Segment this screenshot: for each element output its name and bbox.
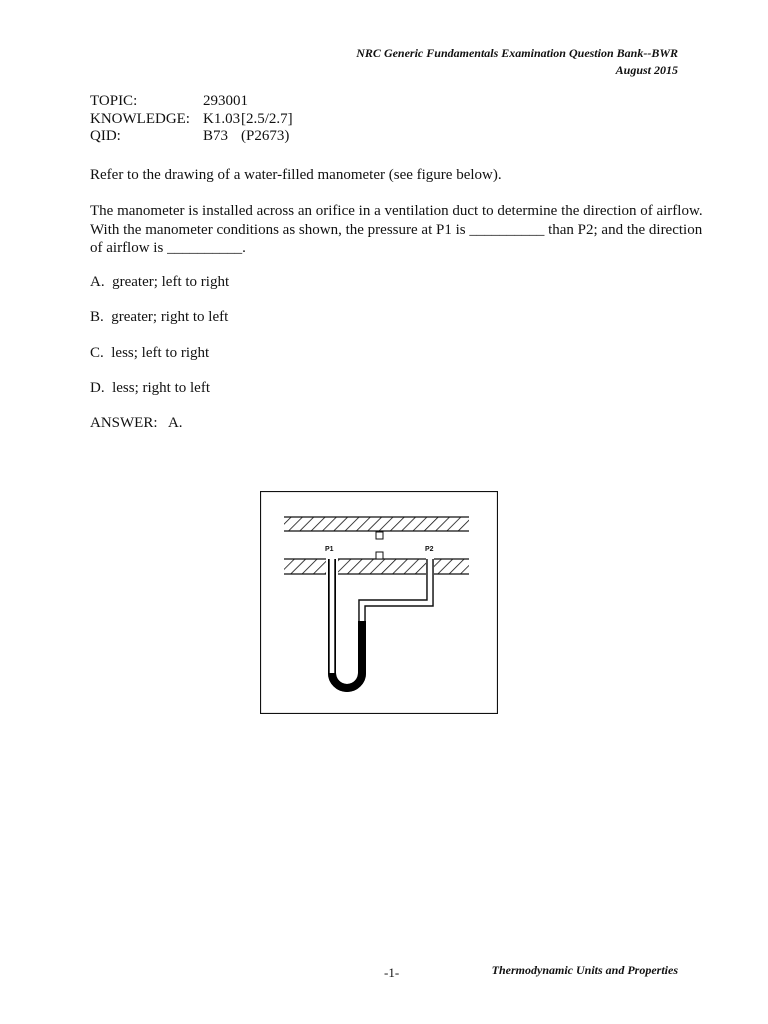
topic-label: TOPIC:	[90, 93, 138, 109]
option-text: less; left to right	[111, 345, 210, 361]
topic-value: 293001	[203, 93, 248, 109]
question-stem: The manometer is installed across an orifice in a ventilation duct to determine the direction of airflow. With the manometer conditions as shown, the pressure at P1 is __________ than P2; and the direction of airflow is __________.	[90, 203, 703, 256]
option-text: greater; right to left	[111, 309, 229, 325]
footer-section: Thermodynamic Units and Properties	[491, 963, 678, 977]
option-a	[90, 273, 229, 291]
page-number: -1-	[384, 965, 400, 980]
option-text: less; right to left	[112, 380, 210, 396]
option-d	[90, 379, 210, 397]
answer-label: ANSWER:	[90, 415, 158, 431]
orifice-plate-top	[376, 532, 383, 539]
orifice-plate-bottom	[376, 552, 383, 559]
qid-value: B73	[203, 128, 229, 144]
knowledge-label: KNOWLEDGE:	[90, 110, 190, 127]
duct-top-wall	[284, 517, 469, 531]
answer-line	[90, 415, 183, 432]
option-text: greater; left to right	[112, 274, 230, 290]
qid-ref: (P2673)	[241, 128, 290, 144]
option-letter: B.	[90, 309, 104, 325]
qid-row	[90, 128, 293, 146]
duct-bottom-wall	[284, 559, 469, 575]
answer-value: A.	[167, 415, 183, 431]
option-letter: C.	[90, 345, 104, 361]
manometer-diagram	[260, 491, 498, 714]
option-c	[90, 344, 209, 362]
p1-label: P1	[325, 546, 334, 553]
knowledge-rating: [2.5/2.7]	[241, 110, 293, 127]
option-b	[90, 308, 228, 326]
topic-row	[90, 93, 293, 111]
manometer-figure	[260, 491, 498, 714]
option-letter: D.	[90, 380, 105, 396]
question-refer-text: Refer to the drawing of a water-filled manometer (see figure below).	[90, 167, 502, 183]
option-letter: A.	[90, 274, 105, 290]
question-metadata	[90, 93, 293, 146]
header-title: NRC Generic Fundamentals Examination Question Bank--BWR	[356, 46, 678, 60]
knowledge-value: K1.03	[203, 110, 241, 127]
header-date: August 2015	[615, 63, 678, 77]
p2-label: P2	[425, 546, 434, 553]
qid-label: QID:	[90, 128, 121, 144]
knowledge-row	[90, 111, 293, 129]
